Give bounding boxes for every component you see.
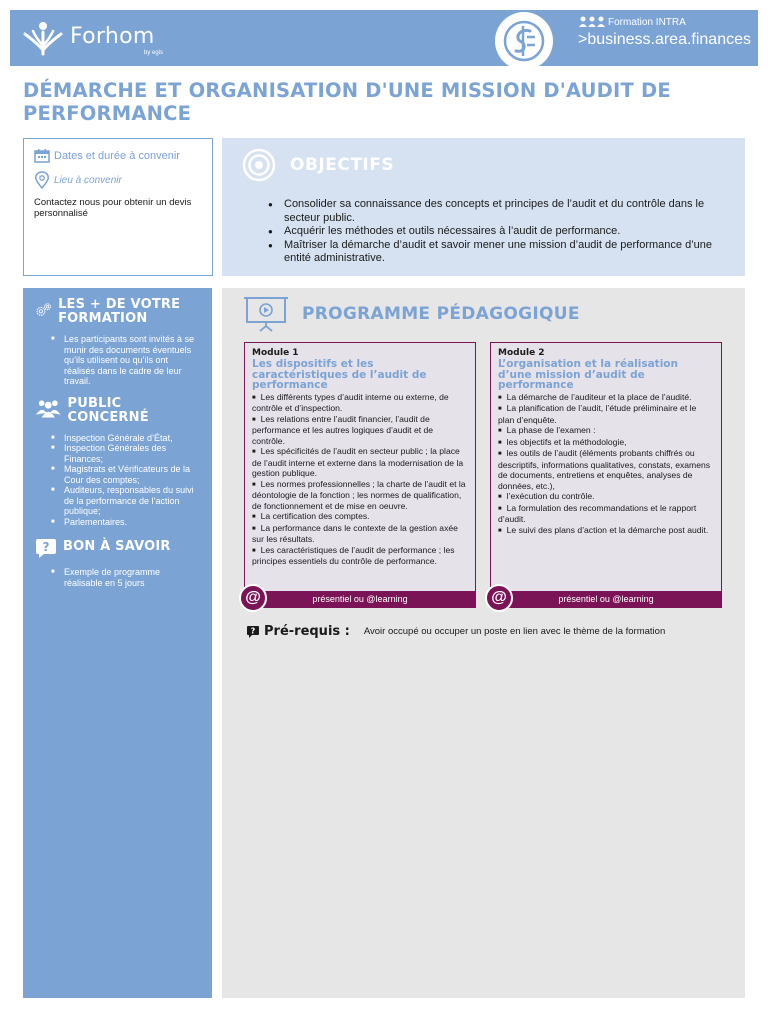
list-item: ● Acquérir les méthodes et outils nécessaires à l’audit de performance. xyxy=(268,225,725,239)
formation-domain[interactable]: >business.area.finances xyxy=(578,31,751,48)
prerequis-row xyxy=(246,624,665,639)
list-item: ■ Inspection Générale d’État, xyxy=(51,433,200,444)
list-item: ■ les outils de l’audit (éléments probants chiffrés ou descriptifs, informations qualitatives, constats, examens de documents, entretiens et enquêtes, analyses de données, etc.), xyxy=(498,448,711,491)
module-title: L’organisation et la réalisation d’une mission d’audit de performance xyxy=(498,358,678,391)
list-item: ■ Les relations entre l’audit financier, l’audit de performance et les autres logiques d’audit et de contrôle. xyxy=(252,413,434,446)
svg-text:?: ? xyxy=(250,626,256,635)
list-item: ■ les objectifs et la méthodologie, xyxy=(498,436,627,447)
prerequis-label: Pré-requis : xyxy=(264,624,350,639)
list-item: ■ Les participants sont invités à se munir des documents éventuels qu’ils utilisent ou qu’ils ont réalisés dans le cadre de leur travail. xyxy=(51,334,200,387)
formation-type: Formation INTRA xyxy=(608,16,686,28)
programme-title: PROGRAMME PÉDAGOGIQUE xyxy=(302,304,580,324)
group-icon xyxy=(578,16,606,28)
list-item: ■ La performance dans le contexte de la gestion axée sur les résultats. xyxy=(252,522,458,544)
list-item: ■ La démarche de l’auditeur et la place de l’audité. xyxy=(498,391,692,402)
page-title: DÉMARCHE ET ORGANISATION D'UNE MISSION D'AUDIT DE PERFORMANCE xyxy=(23,79,671,125)
list-item: ■ Auditeurs, responsables du suivi de la performance de l’action publique; xyxy=(51,485,200,517)
list-item: ■ La formulation des recommandations et le rapport d’audit. xyxy=(498,502,697,524)
list-item: ■ La certification des comptes. xyxy=(252,511,370,521)
finance-badge xyxy=(495,12,553,70)
location-label: Lieu à convenir xyxy=(54,174,122,186)
at-icon: @ xyxy=(239,584,267,612)
plus-list xyxy=(51,334,200,387)
brand-name: Forhom xyxy=(70,24,155,49)
header-bar xyxy=(10,10,758,66)
bon-title: BON À SAVOIR xyxy=(63,539,171,554)
header-formation-info xyxy=(578,16,751,49)
dates-row xyxy=(34,149,202,163)
list-item: ■ l’exécution du contrôle. xyxy=(498,491,595,501)
programme-section xyxy=(222,288,745,998)
plus-title: LES + DE VOTRE FORMATION xyxy=(58,297,181,326)
bon-list xyxy=(51,567,200,588)
list-item: ● Consolider sa connaissance des concepts et principes de l’audit et du contrôle dans le secteur public. xyxy=(268,198,725,225)
location-pin-icon xyxy=(34,171,50,189)
list-item: ■ Les normes professionnelles ; la charte de l’audit et la déontologie de la fonction ; les normes de qualification, de fonctionnement et de mise en oeuvre. xyxy=(252,478,466,511)
info-box xyxy=(23,138,213,276)
module-number: Module 2 xyxy=(498,348,545,358)
svg-text:?: ? xyxy=(42,540,50,554)
module-mode: présentiel ou @learning xyxy=(244,591,476,608)
list-item: ■ Les caractéristiques de l’audit de performance ; les principes essentiels du contrôle de performance. xyxy=(252,544,455,566)
prerequis-text: Avoir occupé ou occuper un poste en lien avec le thème de la formation xyxy=(363,626,666,637)
forhom-logo-icon xyxy=(22,20,64,56)
objectifs-title: OBJECTIFS xyxy=(290,155,395,175)
dates-label: Dates et durée à convenir xyxy=(54,150,180,162)
public-header xyxy=(35,397,200,425)
calendar-icon xyxy=(34,149,50,163)
module-1-card xyxy=(244,342,476,608)
public-list xyxy=(51,433,200,528)
module-mode: présentiel ou @learning xyxy=(490,591,722,608)
list-item: ■ Les différents types d’audit interne ou externe, de contrôle et d’inspection. xyxy=(252,391,449,413)
public-title: PUBLIC CONCERNÉ xyxy=(67,395,149,425)
module-number: Module 1 xyxy=(252,348,299,358)
list-item: ■ Magistrats et Vérificateurs de la Cour des comptes; xyxy=(51,464,200,485)
brand-sub: by egis xyxy=(144,50,164,56)
objectifs-section xyxy=(222,138,745,276)
contact-text: Contactez nous pour obtenir un devis personnalisé xyxy=(34,197,192,219)
question-icon xyxy=(35,537,57,559)
objectifs-list xyxy=(268,198,725,266)
list-item: ● Maîtriser la démarche d’audit et savoir mener une mission d’audit de performance d’une entité administrative. xyxy=(268,239,725,266)
list-item: ■ Les spécificités de l’audit en secteur public ; la place de l’audit interne et externe dans la modernisation de la gestion publique. xyxy=(252,446,464,478)
location-row xyxy=(34,171,202,189)
plus-header xyxy=(35,298,200,326)
programme-header xyxy=(244,296,580,332)
gears-icon xyxy=(35,298,52,322)
list-item: ■ Exemple de programme réalisable en 5 jours xyxy=(51,567,200,588)
module-items xyxy=(498,392,714,537)
list-item: ■ Inspection Générales des Finances; xyxy=(51,443,200,464)
at-icon: @ xyxy=(485,584,513,612)
module-title: Les dispositifs et les caractéristiques de l’audit de performance xyxy=(252,358,427,391)
sidebar xyxy=(23,288,212,998)
list-item: ■ Le suivi des plans d’action et la démarche post audit. xyxy=(498,524,709,535)
forhom-logo[interactable] xyxy=(22,16,192,60)
people-icon xyxy=(35,397,62,419)
list-item: ■ La planification de l’audit, l’étude préliminaire et le plan d’enquête. xyxy=(498,403,697,425)
module-items xyxy=(252,392,468,567)
list-item: ■ La phase de l’examen : xyxy=(498,425,596,435)
question-icon xyxy=(246,625,260,639)
presentation-icon xyxy=(244,296,288,332)
module-2-card xyxy=(490,342,722,608)
euro-dollar-icon xyxy=(503,20,545,62)
bon-header xyxy=(35,537,200,559)
target-icon xyxy=(242,148,276,182)
list-item: ■ Parlementaires. xyxy=(51,517,200,528)
